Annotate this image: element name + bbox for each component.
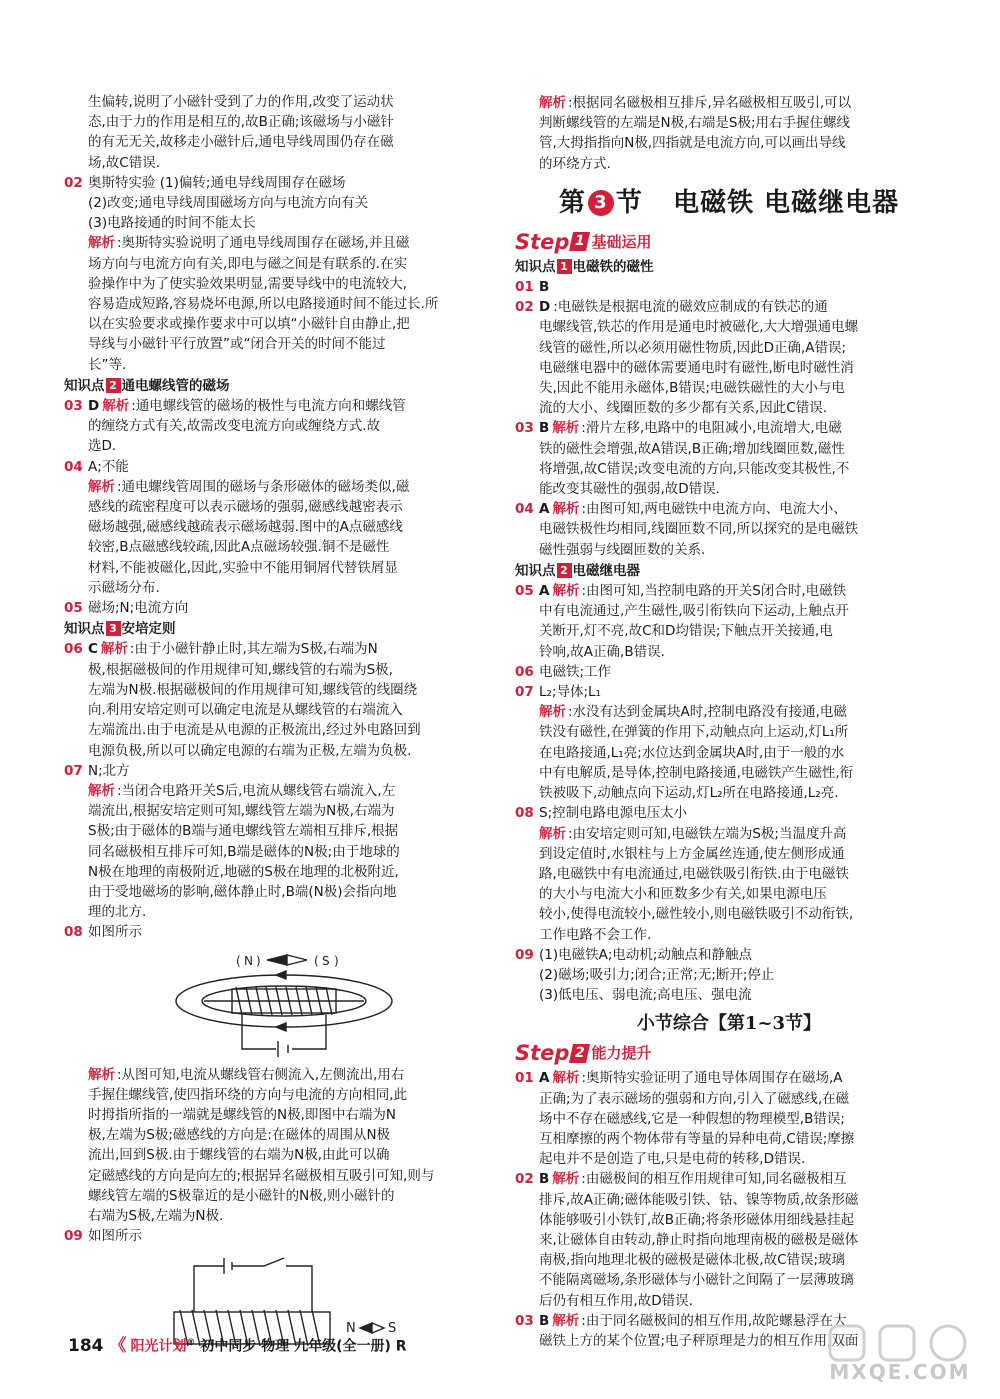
answer-06 — [64, 639, 504, 760]
section-name: 电磁铁 电磁继电器 — [673, 187, 900, 218]
question-number: 06 — [515, 663, 534, 680]
question-number: 02 — [64, 174, 83, 191]
subsection-range: 【第1~3节】 — [708, 1013, 822, 1035]
answer-03 — [515, 418, 943, 499]
analysis-text: :电磁铁是根据电流的磁效应制成的有铁芯的通 — [553, 299, 828, 316]
question-number: 01 — [515, 279, 534, 296]
analysis-text: :从图可知,电流从螺线管右侧流入,左侧流出,用右 — [117, 1066, 405, 1083]
svg-text:(: ( — [236, 953, 241, 968]
choice-answer: D — [88, 398, 100, 415]
analysis-text: 示磁场分布. — [88, 579, 160, 596]
prev-answer-continuation — [64, 92, 504, 173]
analysis-text: 电源负极,所以可以确定电源的右端为正极,左端为负极. — [88, 742, 412, 759]
answer-line: L₂;导体;L₁ — [539, 684, 601, 701]
question-number: 02 — [515, 1171, 534, 1188]
analysis-label: 解析 — [88, 1066, 115, 1083]
analysis-text: 失,因此不能用永磁体,B错误;电磁铁磁性的大小与电 — [539, 380, 845, 397]
analysis-text: :通电螺线管周围的磁场与条形磁体的磁场类似,磁 — [117, 478, 410, 495]
analysis-text: :由磁极间的相互作用规律可知,同名磁极相互 — [581, 1171, 847, 1188]
analysis-text: 南极,指向地理北极的磁极是磁体北极,故C错误;玻璃 — [539, 1252, 846, 1269]
analysis-text: 场中不存在磁感线,它是一种假想的物理模型,B错误; — [539, 1110, 845, 1127]
analysis-label: 解析 — [88, 782, 115, 799]
choice-answer: B — [539, 279, 550, 296]
analysis-text: 电磁铁极性均相同,线圈匝数不同,所以探究的是电磁铁 — [539, 521, 859, 538]
brand-name: 阳光计划 — [130, 1338, 187, 1355]
knowledge-point-heading — [515, 561, 943, 581]
analysis-text: :由于小磁针静止时,其左端为S极,右端为N — [129, 641, 378, 658]
analysis-text: N极在地理的南极附近,地磁的S极在地理的北极附近, — [88, 863, 399, 880]
subsection-title — [515, 1009, 943, 1039]
analysis-text: 容易造成短路,容易烧坏电源,所以电路接通时间不能过长.所 — [88, 296, 439, 313]
analysis-label: 解析 — [552, 501, 580, 518]
question-number: 05 — [64, 600, 83, 617]
analysis-text: :滑片左移,电路中的电阻减小,电流增大,电磁 — [581, 420, 842, 437]
svg-text:(: ( — [314, 953, 319, 968]
analysis-label: 解析 — [539, 825, 566, 842]
analysis-text: 较小,使得电流较小,磁性较小,则电磁铁吸引不动衔铁, — [539, 906, 854, 923]
answer-08 — [64, 922, 504, 942]
text-line: 的有无无关,故移走小磁针后,通电导线周围仍存在磁 — [88, 134, 394, 151]
answer-line: (2)磁场;吸引力;闭合;正常;无;断开;停止 — [539, 966, 775, 983]
choice-answer: D — [539, 299, 551, 316]
solenoid-figure-08 — [64, 949, 504, 1059]
analysis-text: 较密,B点磁感线较疏,因此A点磁场较强.铜不是磁性 — [88, 539, 390, 556]
section-prefix: 第 — [558, 187, 586, 218]
answer-line: (3)低电压、弱电流;高电压、强电流 — [539, 987, 752, 1004]
knowledge-point-prefix: 知识点 — [515, 258, 556, 275]
analysis-text: 互相摩擦的两个物体带有等量的异种电荷,C错误;摩擦 — [539, 1130, 855, 1147]
analysis-text: 不能隔离磁场,条形磁体与小磁针之间隔了一层薄玻璃 — [539, 1272, 854, 1289]
answer-line: (3)电路接通的时间不能太长 — [88, 215, 256, 232]
analysis-text: 判断螺线管的左端是N极,右端是S极;用右手握住螺线 — [539, 115, 851, 132]
analysis-text: :由图可知,两电磁铁中电流方向、电流大小、 — [581, 501, 847, 518]
question-number: 09 — [64, 1228, 83, 1245]
answer-03 — [64, 396, 504, 457]
analysis-text: 场方向与电流方向有关,即电与磁之间是有联系的.在实 — [88, 255, 408, 272]
knowledge-point-prefix: 知识点 — [515, 562, 556, 579]
analysis-text: 铁没有磁性,在弹簧的作用下,动触点向上运动,灯L₁所 — [539, 724, 849, 741]
analysis-text: 将增强,故C错误;改变电流的方向,只能改变其极性,不 — [539, 460, 850, 477]
answer-line: 电磁铁;工作 — [539, 663, 612, 680]
analysis-label: 解析 — [88, 235, 115, 252]
analysis-text: 管,大拇指指向N极,四指就是电流方向,可以画出导线 — [539, 135, 846, 152]
answer-line: A;不能 — [88, 458, 129, 475]
analysis-text: :通电螺线管的磁场的极性与电流方向和螺线管 — [131, 398, 406, 415]
analysis-text: :由于同名磁极间的相互作用,故陀螺悬浮在大 — [581, 1312, 847, 1329]
knowledge-point-heading — [515, 257, 943, 277]
choice-answer: A — [539, 1070, 550, 1087]
analysis-text: 关断开,灯不亮,故C和D均错误;下触点开关接通,电 — [539, 623, 833, 640]
question-number: 03 — [515, 420, 534, 437]
choice-answer: A — [539, 501, 550, 518]
analysis-text: 中有电解质,是导体,控制电路接通,电磁铁产生磁性,衔 — [539, 764, 854, 781]
choice-answer: B — [539, 1312, 550, 1329]
analysis-08 — [64, 1065, 504, 1227]
answer-07 — [515, 682, 943, 803]
needle-left-label: N — [346, 1321, 356, 1337]
analysis-text: 极,左端为S极;磁感线的方向是:在磁体的周围从N极 — [88, 1127, 391, 1144]
solenoid-diagram — [64, 949, 504, 1059]
analysis-text: 向.利用安培定则可以确定电流是从螺线管的右端流入 — [88, 702, 403, 719]
analysis-text: 以在实验要求或操作要求中可以填“小磁针自由静止,把 — [88, 316, 410, 333]
answer-line: 如图所示 — [88, 1228, 142, 1245]
knowledge-point-heading — [64, 619, 504, 639]
analysis-text: :由安培定则可知,电磁铁左端为S极;当温度升高 — [568, 825, 847, 842]
answer-01 — [515, 277, 943, 297]
question-number: 09 — [515, 946, 534, 963]
analysis-text: 选D. — [88, 438, 117, 455]
analysis-text: :当闭合电路开关S后,电流从螺线管右端流入,左 — [117, 782, 396, 799]
analysis-label: 解析 — [552, 420, 580, 437]
knowledge-point-title: 通电螺线管的磁场 — [121, 377, 230, 394]
book-title: 初中同步 物理 九年级(全一册) R — [200, 1338, 407, 1355]
page-footer — [68, 1331, 407, 1355]
analysis-text: 右端为S极,左端为N极. — [88, 1207, 224, 1224]
knowledge-point-number: 1 — [557, 259, 572, 274]
answer-04 — [64, 457, 504, 598]
question-number: 01 — [515, 1070, 534, 1087]
analysis-text: 起电并不是创造了电,只是电荷的转移,D错误. — [539, 1151, 806, 1168]
watermark-text: MXQE.COM — [829, 1360, 971, 1384]
analysis-text: 电磁继电器中的磁体需要通电时有磁性,断电时磁性消 — [539, 359, 854, 376]
analysis-text: 磁场越强,磁感线越疏表示磁场越弱.图中的A点磁感线 — [88, 519, 403, 536]
needle-dark-half — [267, 955, 287, 965]
analysis-text: 时拇指所指的一端就是螺线管的N极,即图中右端为N — [88, 1106, 396, 1123]
analysis-text: :奥斯特实验证明了通电导体周围存在磁场,A — [581, 1070, 843, 1087]
text-line: 生偏转,说明了小磁针受到了力的作用,改变了运动状 — [88, 94, 394, 110]
analysis-text: 中有电流通过,产生磁性,吸引衔铁向下运动,上触点开 — [539, 603, 849, 620]
analysis-text: 验操作中为了使实验效果明显,需要导线中的电流较大, — [88, 275, 408, 292]
analysis-text: 体能够吸引小铁钉,故B正确;将条形磁体用细线悬挂起 — [539, 1211, 855, 1228]
answer-04 — [515, 499, 943, 560]
analysis-text: 流出,回到S极.由于螺线管的右端为N极,由此可以确 — [88, 1147, 390, 1164]
question-number: 05 — [515, 583, 534, 600]
question-number: 08 — [515, 805, 534, 822]
analysis-label: 解析 — [102, 398, 130, 415]
analysis-text: :根据同名磁极相互排斥,异名磁极相互吸引,可以 — [568, 95, 852, 111]
needle-right-label: S — [388, 1321, 397, 1337]
double-chevron-icon: 《 — [109, 1335, 127, 1356]
knowledge-point-title: 安培定则 — [121, 621, 176, 638]
knowledge-point-heading — [64, 376, 504, 396]
analysis-text: 排斥,故A正确;磁体能吸引铁、钴、镍等物质,故条形磁 — [539, 1191, 859, 1208]
analysis-text: 由于受地磁场的影响,磁体静止时,B端(N极)会指向地 — [88, 883, 397, 900]
answer-02 — [64, 173, 504, 375]
knowledge-point-prefix: 知识点 — [64, 621, 105, 638]
analysis-label: 解析 — [552, 1171, 580, 1188]
step-number: 2 — [569, 1044, 590, 1063]
analysis-text: 螺线管左端的S极靠近的是小磁针的N极,则小磁针的 — [88, 1187, 395, 1204]
analysis-text: 线管的磁性,所以必须用磁性物质,因此D正确,A错误; — [539, 339, 847, 356]
answer-05 — [515, 581, 943, 662]
analysis-text: 正确;为了表示磁场的强弱和方向,引入了磁感线,在磁 — [539, 1090, 850, 1107]
needle-right-label: S — [322, 953, 330, 968]
analysis-text: 的大小与电流大小和匝数多少有关,如果电源电压 — [539, 886, 827, 903]
analysis-text: 铁被吸下,动触点向下运动,灯L₂所在电路接通,L₂亮. — [539, 785, 839, 802]
analysis-text: :水没有达到金属块A时,控制电路没有接通,电磁 — [568, 704, 847, 721]
step-name: 基础运用 — [591, 232, 652, 251]
knowledge-point-title: 电磁铁的磁性 — [572, 258, 654, 275]
section-suffix: 节 — [615, 187, 643, 218]
analysis-label: 解析 — [100, 641, 128, 658]
choice-answer: B — [539, 420, 550, 437]
analysis-text: 极,根据磁极间的作用规律可知,螺线管的右端为S极, — [88, 661, 393, 678]
answer-07 — [64, 761, 504, 923]
left-column — [64, 92, 504, 1362]
knowledge-point-number: 3 — [106, 621, 121, 636]
choice-answer: B — [539, 1171, 550, 1188]
field-arrow — [276, 1023, 286, 1031]
analysis-text: 的环绕方式. — [539, 155, 611, 172]
analysis-text: 在电路接通,L₁亮;水位达到金属块A时,由于一般的水 — [539, 744, 845, 761]
analysis-text: 长”等. — [88, 356, 127, 373]
analysis-text: 的缠绕方式有关,故需改变电流方向或缠绕方式.故 — [88, 418, 381, 435]
answer-08 — [515, 803, 943, 944]
needle-left-label: N — [244, 953, 253, 968]
text-line: 态,由于力的作用是相互的,故B正确;该磁场与小磁针 — [88, 114, 394, 131]
svg-text:): ) — [256, 953, 261, 968]
answer-09 — [515, 945, 943, 1006]
answer-02 — [515, 297, 943, 418]
subsection-name: 小节综合 — [636, 1013, 709, 1035]
analysis-text: 同名磁极相互排斥可知,B端是磁体的N极;由于地球的 — [88, 843, 400, 860]
question-number: 04 — [64, 458, 83, 475]
analysis-text: 来,让磁体自由转动,静止时指向地理南极的磁极是磁体 — [539, 1231, 859, 1248]
analysis-text: 到设定值时,水银柱与上方金属丝连通,使左侧形成通 — [539, 845, 845, 862]
analysis-label: 解析 — [88, 478, 115, 495]
question-number: 04 — [515, 501, 534, 518]
question-number: 07 — [515, 684, 534, 701]
step-1-heading — [515, 230, 943, 254]
analysis-text: 能改变其磁性的强弱,故D错误. — [539, 481, 720, 498]
choice-answer: C — [88, 641, 98, 658]
summary-answer-01 — [515, 1068, 943, 1169]
answer-06 — [515, 662, 943, 682]
page-number: 184 — [68, 1335, 104, 1356]
analysis-09 — [515, 93, 943, 174]
answer-line: (1)电磁铁A;电动机;动触点和静触点 — [539, 946, 752, 963]
analysis-text: 手握住螺线管,使四指环绕的方向与电流的方向相同,此 — [88, 1086, 408, 1103]
step-word: Step — [515, 1041, 570, 1066]
analysis-text: S极;由于磁体的B端与通电螺线管左端相互排斥,根据 — [88, 823, 399, 840]
answer-line: S;控制电路电源电压太小 — [539, 805, 688, 822]
analysis-text: 材料,不能被磁化,因此,实验中不能用铜屑代替铁屑显 — [88, 559, 398, 576]
registered-mark: ® — [186, 1338, 196, 1348]
analysis-text: 铃响,故A正确,B错误. — [539, 643, 665, 660]
analysis-text: 磁性强弱与线圈匝数的关系. — [539, 541, 706, 558]
step-2-heading — [515, 1041, 943, 1065]
analysis-text: 路,电磁铁中有电流通过,电磁铁吸引衔铁.由于电磁铁 — [539, 865, 849, 882]
step-number: 1 — [569, 232, 590, 251]
question-number: 02 — [515, 299, 534, 316]
analysis-text: 工作电路不会工作. — [539, 926, 652, 943]
analysis-text: 电螺线管,铁芯的作用是通电时被磁化,大大增强通电螺 — [539, 319, 859, 336]
answer-line: 磁场;N;电流方向 — [88, 600, 189, 617]
analysis-text: 左端流出.由于电流是从电源的正极流出,经过外电路回到 — [88, 722, 421, 739]
analysis-text: 铁的磁性会增强,故A错误,B正确;增加线圈匝数,磁性 — [539, 440, 845, 457]
circuit-wire — [194, 1258, 312, 1312]
question-number: 06 — [64, 641, 83, 658]
analysis-text: 流的大小、线圈匝数的多少都有关系,因此C错误. — [539, 400, 828, 417]
question-number: 03 — [64, 398, 83, 415]
analysis-text: 导线与小磁针平行放置”或“闭合开关的时间不能过 — [88, 336, 386, 353]
section-number: 3 — [588, 190, 614, 216]
step-name: 能力提升 — [591, 1044, 652, 1063]
answer-line: 如图所示 — [88, 924, 142, 941]
knowledge-point-prefix: 知识点 — [64, 377, 105, 394]
analysis-text: :奥斯特实验说明了通电导线周围存在磁场,并且磁 — [117, 235, 410, 252]
question-number: 08 — [64, 924, 83, 941]
analysis-text: 理的北方. — [88, 904, 147, 921]
knowledge-point-number: 2 — [106, 378, 121, 393]
circuit-wire — [242, 1015, 326, 1049]
analysis-text: 左端为N极.根据磁极间的作用规律可知,螺线管的线圈绕 — [88, 681, 418, 698]
analysis-label: 解析 — [539, 95, 566, 111]
answer-05 — [64, 598, 504, 618]
analysis-text: :由图可知,当控制电路的开关S闭合时,电磁铁 — [581, 583, 847, 600]
text-line: 场,故C错误. — [88, 154, 161, 171]
analysis-text: 定磁感线的方向是向左的;根据异名磁极相互吸引可知,则与 — [88, 1167, 435, 1184]
choice-answer: A — [539, 583, 550, 600]
answer-line: (2)改变;通电导线周围磁场方向与电流方向有关 — [88, 195, 369, 212]
analysis-text: 感线的疏密程度可以表示磁场的强弱,磁感线越密表示 — [88, 499, 403, 516]
svg-text:): ) — [334, 953, 339, 968]
analysis-label: 解析 — [552, 583, 580, 600]
summary-answer-02 — [515, 1169, 943, 1310]
needle-light-half — [287, 955, 307, 965]
analysis-label: 解析 — [552, 1312, 580, 1329]
step-word: Step — [515, 229, 570, 254]
question-number: 03 — [515, 1312, 534, 1329]
answer-line: 奥斯特实验 (1)偏转;通电导线周围存在磁场 — [88, 174, 346, 191]
answer-line: N;北方 — [88, 762, 130, 779]
analysis-text: 后仍有相互作用,故D错误. — [539, 1292, 693, 1309]
knowledge-point-number: 2 — [557, 563, 572, 578]
answer-09 — [64, 1226, 504, 1246]
section-title — [515, 180, 943, 226]
analysis-label: 解析 — [552, 1070, 580, 1087]
right-column — [515, 93, 943, 1351]
analysis-label: 解析 — [539, 704, 566, 721]
analysis-text: 磁铁上方的某个位置;电子秤原理是力的相互作用,双面 — [539, 1332, 859, 1349]
question-number: 07 — [64, 762, 83, 779]
field-arrow — [276, 971, 286, 979]
analysis-text: 端流出,根据安培定则可知,螺线管左端为N极,右端为 — [88, 803, 395, 820]
watermark — [820, 1322, 980, 1392]
knowledge-point-title: 电磁继电器 — [572, 562, 640, 579]
